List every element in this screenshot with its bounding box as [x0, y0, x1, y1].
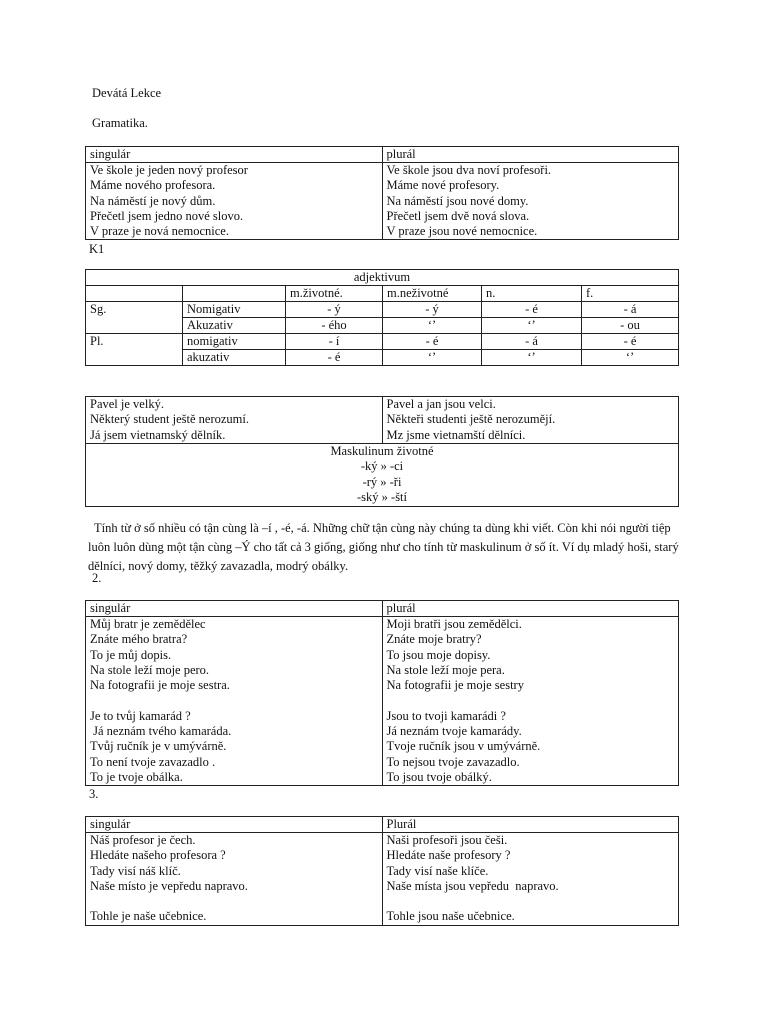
merged-rule-cell: [86, 443, 679, 506]
ending-cell: ‘’: [582, 350, 679, 366]
col-header: m.životné.: [286, 286, 383, 302]
ending-cell: - í: [286, 334, 383, 350]
case-label: Nomigativ: [183, 302, 286, 318]
ending-cell: - é: [383, 334, 482, 350]
ending-cell: - ý: [286, 302, 383, 318]
ending-cell: - ou: [582, 318, 679, 334]
table-header-row: [86, 817, 679, 833]
rule-line: -ký » -ci: [360, 459, 404, 474]
header-cell-plural: Plurál: [382, 817, 679, 833]
ending-cell: - é: [286, 350, 383, 366]
table1-right-cell: [382, 163, 679, 240]
section3-left-cell: Náš profesor je čech. Hledáte našeho profesora ? Tady visí náš klíč. Naše místo je vepředu napravo. Tohle je naše učebnice.: [86, 833, 383, 926]
adjective-title: adjektivum: [86, 270, 679, 286]
case-label: Akuzativ: [183, 318, 286, 334]
ending-cell: ‘’: [482, 350, 582, 366]
case-label: nomigativ: [183, 334, 286, 350]
number-label: Sg.: [86, 302, 183, 334]
sentence: Na náměstí jsou nové domy.: [386, 193, 529, 208]
sentence: Některý student ještě nerozumí.: [90, 412, 249, 427]
sentence: Máme nového profesora.: [90, 178, 216, 193]
table-row: [86, 163, 679, 240]
adjective-header-row: [86, 286, 679, 302]
col-header: m.neživotné: [383, 286, 482, 302]
table2-right-cell: [382, 397, 679, 444]
header-cell-singular: singulár: [86, 817, 383, 833]
header-cell-plural: plurál: [382, 601, 679, 617]
ending-cell: - ého: [286, 318, 383, 334]
table1-left-cell: [86, 163, 383, 240]
table-row: [86, 397, 679, 444]
rule-line: -rý » -ři: [362, 474, 402, 489]
section3-right-cell: Naši profesoři jsou češi. Hledáte naše profesory ? Tady visí naše klíče. Naše místa jsou vepředu napravo. Tohle jsou naše učebnice.: [382, 833, 679, 926]
empty-cell: [86, 286, 183, 302]
sentence: Přečetl jsem jedno nové slovo.: [90, 208, 244, 223]
ending-cell: - é: [582, 334, 679, 350]
sentence: Já jsem vietnamský dělník.: [90, 427, 226, 442]
header-cell-singular: singulár: [86, 601, 383, 617]
sentence: Ve škole je jeden nový profesor: [90, 163, 248, 177]
sentence: V praze je nová nemocnice.: [90, 224, 229, 239]
sentence: Někteři studenti ještě nerozumějí.: [386, 412, 556, 427]
sentence: Pavel a jan jsou velci.: [386, 397, 496, 411]
explanation-paragraph: Tính từ ở số nhiều có tận cùng là –í , -é, -á. Những chữ tận cùng này chúng ta dùng khi viết. Còn khi nói người tiệp luôn luôn dùng một tận cùng –Ý cho tất cả 3 giống, giống như cho tính từ maskulinum ở số ít. Ví dụ mladý hoši, starý dělníci, nový domy, těžký zavazadla, modrý obálky.: [88, 521, 679, 573]
number-label: Pl.: [86, 334, 183, 366]
label-section-3: 3.: [89, 787, 99, 801]
page-title: Devátá Lekce: [92, 86, 162, 100]
rule-heading: Maskulinum životné: [330, 443, 434, 458]
sentence: Máme nové profesory.: [386, 178, 500, 193]
table-row: [86, 617, 679, 786]
table-singular-plural-1: [85, 146, 679, 240]
table2-left-cell: [86, 397, 383, 444]
case-label: akuzativ: [183, 350, 286, 366]
sentence: Ve škole jsou dva noví profesoři.: [386, 163, 552, 177]
adjective-title-row: [86, 270, 679, 286]
table-singular-plural-3: [85, 816, 679, 926]
table-row: [86, 833, 679, 926]
ending-cell: - ý: [383, 302, 482, 318]
section2-left-cell: Můj bratr je zemědělec Znáte mého bratra? To je můj dopis. Na stole leží moje pero. Na fotografii je moje sestra. Je to tvůj kamarád ? Já neznám tvého kamaráda. Tvůj ručník je v umývárně. To není tvoje zavazadlo . To je tvoje obálka.: [86, 617, 383, 786]
label-k1: K1: [89, 242, 105, 256]
table-row: [86, 334, 679, 350]
label-section-2: 2.: [92, 571, 102, 585]
section2-right-cell: Moji bratři jsou zemědělci. Znáte moje bratry? To jsou moje dopisy. Na stole leží moje pera. Na fotografii je moje sestry Jsou to tvoji kamarádi ? Já neznám tvoje kamarády. Tvoje ručník jsou v umývárně. To nejsou tvoje zavazadlo. To jsou tvoje obálký.: [382, 617, 679, 786]
section-heading-gramatika: Gramatika.: [92, 116, 148, 130]
table-header-row: [86, 147, 679, 163]
header-cell-singular: singulár: [86, 147, 383, 163]
ending-cell: - á: [582, 302, 679, 318]
sentence: Přečetl jsem dvě nová slova.: [386, 208, 530, 223]
sentence: Na náměstí je nový dům.: [90, 193, 216, 208]
ending-cell: - á: [482, 334, 582, 350]
col-header: n.: [482, 286, 582, 302]
table-singular-plural-2: [85, 600, 679, 786]
table-row: [86, 302, 679, 318]
ending-cell: - é: [482, 302, 582, 318]
sentence: Mz jsme vietnamští dělníci.: [386, 427, 526, 442]
adjective-table: [85, 269, 679, 366]
table-row: [86, 443, 679, 506]
table-adjective-examples: [85, 396, 679, 507]
empty-cell: [183, 286, 286, 302]
rule-line: -ský » -ští: [357, 490, 407, 505]
sentence: V praze jsou nové nemocnice.: [386, 224, 538, 239]
table-header-row: [86, 601, 679, 617]
col-header: f.: [582, 286, 679, 302]
header-cell-plural: plurál: [382, 147, 679, 163]
ending-cell: ‘’: [482, 318, 582, 334]
sentence: Pavel je velký.: [90, 397, 164, 411]
ending-cell: ‘’: [383, 318, 482, 334]
ending-cell: ‘’: [383, 350, 482, 366]
